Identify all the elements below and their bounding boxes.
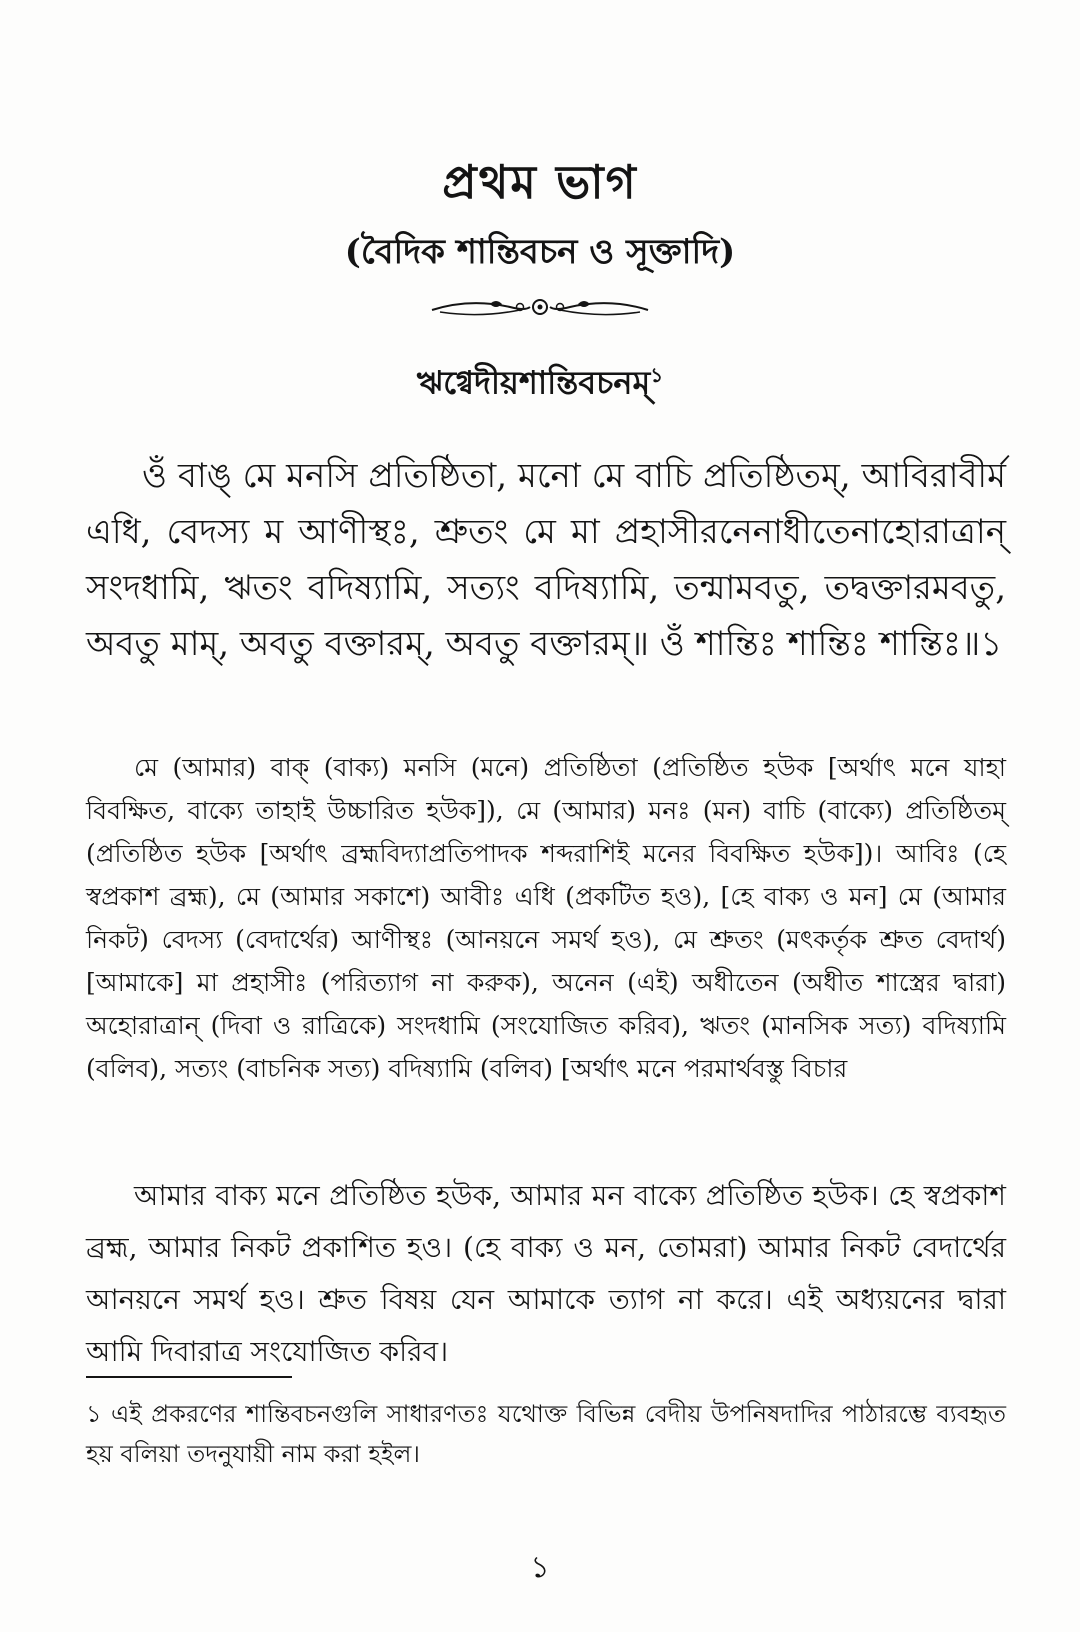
page-number: ১ xyxy=(530,1550,550,1585)
footnote-divider xyxy=(86,1376,292,1378)
part-title: প্রথম ভাগ xyxy=(442,155,638,209)
section-heading-text: ঋগ্বেদীয়শান্তিবচনম্ xyxy=(416,363,651,402)
mantra-text: ওঁ বাঙ্ মে মনসি প্রতিষ্ঠিতা, মনো মে বাচি প্রতিষ্ঠিতম্, আবিরাবীর্ম এধি, বেদস্য ম আণীস্থঃ, শ্রুতং মে মা প্রহাসীরনেনাধীতেনাহোরাত্রান্ সংদধামি, ঋতং বদিষ্যামি, সত্যং বদিষ্যামি, তন্মামবতু, তদ্বক্তারমবতু, অবতু মাম্, অবতু বক্তারম্, অবতু বক্তারম্॥ ওঁ শান্তিঃ শান্তিঃ শান্তিঃ॥১ xyxy=(86,456,1006,664)
decorative-flourish-icon xyxy=(430,294,650,320)
part-subtitle: (বৈদিক শান্তিবচন ও সূক্তাদি) xyxy=(344,232,736,272)
commentary-text: মে (আমার) বাক্ (বাক্য) মনসি (মনে) প্রতিষ্ঠিতা (প্রতিষ্ঠিত হউক [অর্থাৎ মনে যাহা বিবক্ষিত, বাক্যে তাহাই উচ্চারিত হউক]), মে (আমার) মনঃ (মন) বাচি (বাক্যে) প্রতিষ্ঠিতম্ (প্রতিষ্ঠিত হউক [অর্থাৎ ব্রহ্মবিদ্যাপ্রতিপাদক শব্দরাশিই মনের বিবক্ষিত হউক])। আবিঃ (হে স্বপ্রকাশ ব্রহ্ম), মে (আমার সকাশে) আবীঃ এধি (প্রকটিত হও), [হে বাক্য ও মন] মে (আমার নিকট) বেদস্য (বেদার্থের) আণীস্থঃ (আনয়নে সমর্থ হও), মে শ্রুতং (মৎকর্তৃক শ্রুত বেদার্থ) [আমাকে] মা প্রহাসীঃ (পরিত্যাগ না করুক), অনেন (এই) অধীতেন (অধীত শাস্ত্রের দ্বারা) অহোরাত্রান্ (দিবা ও রাত্রিকে) সংদধামি (সংযোজিত করিব), ঋতং (মানসিক সত্য) বদিষ্যামি (বলিব), সত্যং (বাচনিক সত্য) বদিষ্যামি (বলিব) [অর্থাৎ মনে পরমার্থবস্তু বিচার xyxy=(86,753,1006,1083)
translation-text: আমার বাক্য মনে প্রতিষ্ঠিত হউক, আমার মন বাক্যে প্রতিষ্ঠিত হউক। হে স্বপ্রকাশ ব্রহ্ম, আমার নিকট প্রকাশিত হও। (হে বাক্য ও মন, তোমরা) আমার নিকট বেদার্থের আনয়নে সমর্থ হও। শ্রুত বিষয় যেন আমাকে ত্যাগ না করে। এই অধ্যয়নের দ্বারা আমি দিবারাত্র সংযোজিত করিব। xyxy=(86,1179,1006,1368)
footnote-marker: ১ xyxy=(650,363,664,387)
footnote-text: ১ এই প্রকরণের শান্তিবচনগুলি সাধারণতঃ যথোক্ত বিভিন্ন বেদীয় উপনিষদাদির পাঠারম্ভে ব্যবহৃত হয় বলিয়া তদনুযায়ী নাম করা হইল। xyxy=(86,1400,1006,1468)
section-heading xyxy=(0,352,1080,406)
